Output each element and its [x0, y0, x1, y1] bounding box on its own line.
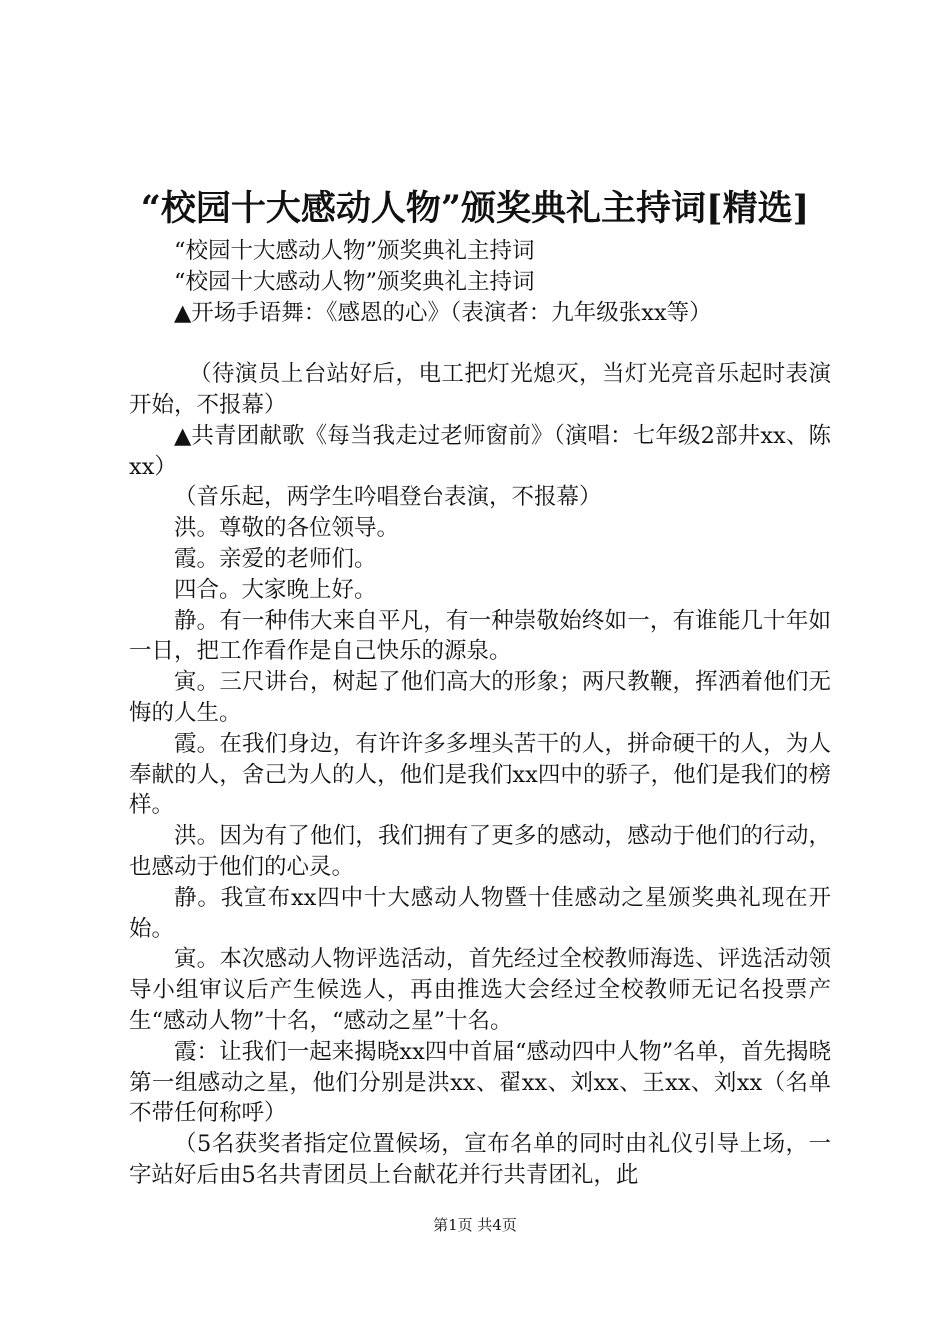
blank-line: [129, 328, 831, 359]
paragraph: （5名获奖者指定位置候场，宣布名单的同时由礼仪引导上场，一字站好后由5名共青团员上台献花并行共青团礼，此: [129, 1131, 831, 1188]
paragraph: ▲开场手语舞：《感恩的心》（表演者：九年级张xx等）: [174, 299, 712, 326]
paragraph: 静。有一种伟大来自平凡，有一种崇敬始终如一，有谁能几十年如一日，把工作看作是自己快乐的源泉。: [129, 607, 831, 665]
paragraph: 霞：让我们一起来揭晓xx四中首届“感动四中人物”名单，首先揭晓第一组感动之星，他们分别是洪xx、翟xx、刘xx、王xx、刘xx（名单不带任何称呼）: [129, 1038, 831, 1127]
paragraph: 洪。因为有了他们，我们拥有了更多的感动，感动于他们的行动，也感动于他们的心灵。: [129, 823, 831, 880]
page-number: 第1页 共4页: [433, 1216, 517, 1234]
paragraph: 洪。尊敬的各位领导。: [174, 515, 400, 542]
paragraph: 四合。大家晚上好。: [174, 576, 377, 603]
paragraph: “校园十大感动人物”颁奖典礼主持词: [174, 238, 535, 264]
document-body: [129, 236, 831, 1191]
paragraph: 寅。三尺讲台，树起了他们高大的形象；两尺教鞭，挥洒着他们无悔的人生。: [129, 669, 831, 726]
paragraph: 霞。在我们身边，有许许多多埋头苦干的人，拼命硬干的人，为人奉献的人，舍己为人的人，他们是我们xx四中的骄子，他们是我们的榜样。: [129, 730, 831, 819]
document-title: “校园十大感动人物”颁奖典礼主持词[精选]: [140, 188, 810, 229]
paragraph: “校园十大感动人物”颁奖典礼主持词: [174, 268, 535, 295]
paragraph: 寅。本次感动人物评选活动，首先经过全校教师海选、评选活动领导小组审议后产生候选人，再由推选大会经过全校教师无记名投票产生“感动人物”十名，“感动之星”十名。: [129, 946, 831, 1034]
paragraph: ▲共青团献歌《每当我走过老师窗前》（演唱：七年级2部井xx、陈xx）: [129, 422, 831, 480]
paragraph: 霞。亲爱的老师们。: [174, 545, 377, 572]
paragraph: （音乐起，两学生吟唱登台表演，不报幕）: [174, 484, 602, 511]
paragraph: 静。我宣布xx四中十大感动人物暨十佳感动之星颁奖典礼现在开始。: [129, 884, 831, 942]
paragraph: （待演员上台站好后，电工把灯光熄灭，当灯光亮音乐起时表演开始，不报幕）: [129, 361, 831, 418]
